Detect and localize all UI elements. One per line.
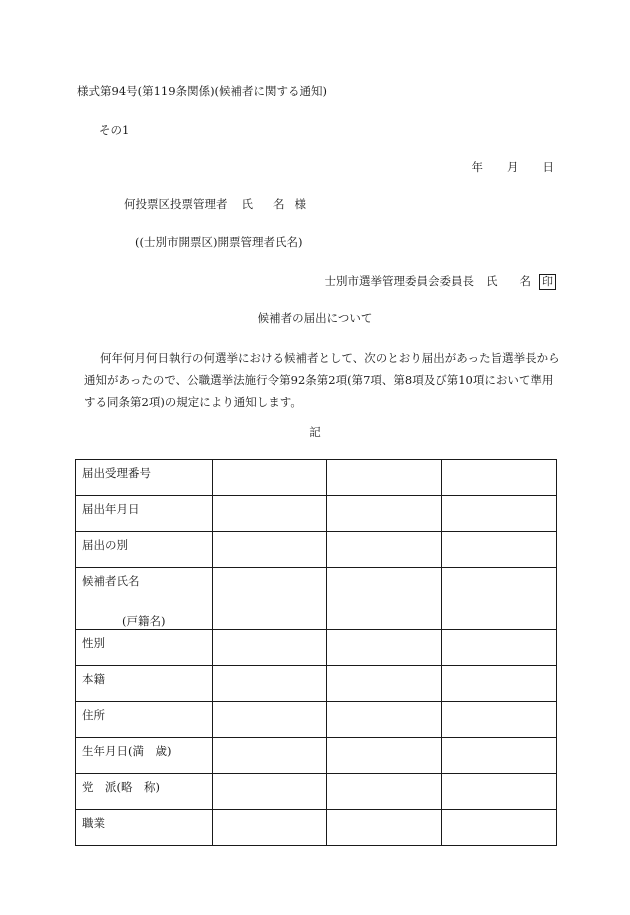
- entry-cell[interactable]: [442, 496, 557, 532]
- row-label-cell: [76, 532, 213, 568]
- row-label: 住所: [82, 708, 105, 722]
- entry-cell[interactable]: [442, 532, 557, 568]
- addressee-honorific: 様: [294, 197, 306, 211]
- entry-cell[interactable]: [213, 496, 327, 532]
- row-label-cell: [76, 496, 213, 532]
- row-label: 届出の別: [82, 538, 128, 552]
- row-label: 生年月日(満 歳): [82, 744, 172, 758]
- entry-cell[interactable]: [213, 568, 327, 630]
- date-month: 月: [507, 160, 519, 174]
- row-label: 職業: [82, 816, 105, 830]
- entry-cell[interactable]: [442, 666, 557, 702]
- table-row: [76, 568, 557, 630]
- entry-cell[interactable]: [213, 810, 327, 846]
- body-paragraph: 何年何月何日執行の何選挙における候補者として、次のとおり届出があった旨選挙長から通知があったので、公職選挙法施行令第92条第2項(第7項、第8項及び第10項において準用する同条第2項)の規定により通知します。: [84, 351, 560, 409]
- date-day: 日: [542, 160, 554, 174]
- ki-heading: 記: [309, 425, 321, 439]
- row-label: 届出受理番号: [82, 466, 151, 480]
- candidate-info-table: [75, 459, 557, 846]
- row-label: 候補者氏名: [82, 574, 140, 588]
- row-label-cell: [76, 460, 213, 496]
- entry-cell[interactable]: [327, 568, 442, 630]
- row-label: 本籍: [82, 672, 105, 686]
- entry-cell[interactable]: [213, 532, 327, 568]
- addressee-mei: 名: [273, 197, 285, 211]
- table-row: [76, 810, 557, 846]
- row-label-cell: [76, 630, 213, 666]
- entry-cell[interactable]: [442, 738, 557, 774]
- row-label: 性別: [82, 636, 105, 650]
- addressee-name: 何投票区投票管理者: [124, 197, 228, 211]
- row-label: 届出年月日: [82, 502, 140, 516]
- entry-cell[interactable]: [213, 702, 327, 738]
- row-label-cell: [76, 568, 213, 630]
- entry-cell[interactable]: [442, 774, 557, 810]
- sender-shi: 氏: [486, 274, 498, 289]
- entry-cell[interactable]: [327, 702, 442, 738]
- section-number: その1: [99, 123, 130, 137]
- entry-cell[interactable]: [327, 738, 442, 774]
- entry-cell[interactable]: [442, 460, 557, 496]
- document-subject: 候補者の届出について: [257, 311, 373, 325]
- date-year: 年: [471, 160, 483, 174]
- entry-cell[interactable]: [327, 532, 442, 568]
- entry-cell[interactable]: [442, 568, 557, 630]
- entry-cell[interactable]: [213, 774, 327, 810]
- addressee: [124, 199, 306, 211]
- table-row: [76, 666, 557, 702]
- table-row: [76, 774, 557, 810]
- row-label-cell: [76, 810, 213, 846]
- date-line: [472, 162, 555, 174]
- row-label-cell: [76, 738, 213, 774]
- entry-cell[interactable]: [442, 702, 557, 738]
- row-label-cell: [76, 774, 213, 810]
- entry-cell[interactable]: [327, 774, 442, 810]
- sender-title: 士別市選挙管理委員会委員長: [324, 274, 474, 289]
- entry-cell[interactable]: [442, 630, 557, 666]
- form-title: 様式第94号(第119条関係)(候補者に関する通知): [77, 84, 328, 98]
- entry-cell[interactable]: [327, 810, 442, 846]
- row-sublabel: (戸籍名): [122, 614, 166, 628]
- sender-mei: 名: [519, 274, 531, 289]
- row-label: 党 派(略 称): [82, 780, 160, 794]
- table-row: [76, 738, 557, 774]
- table-row: [76, 702, 557, 738]
- sub-addressee: ((士別市開票区)開票管理者氏名): [135, 235, 303, 249]
- seal-mark: 印: [539, 274, 556, 290]
- table-row: [76, 496, 557, 532]
- entry-cell[interactable]: [213, 460, 327, 496]
- entry-cell[interactable]: [327, 460, 442, 496]
- entry-cell[interactable]: [327, 496, 442, 532]
- table-row: [76, 460, 557, 496]
- entry-cell[interactable]: [327, 666, 442, 702]
- entry-cell[interactable]: [213, 666, 327, 702]
- table-row: [76, 630, 557, 666]
- entry-cell[interactable]: [213, 630, 327, 666]
- sender: [325, 274, 557, 290]
- entry-cell[interactable]: [442, 810, 557, 846]
- entry-cell[interactable]: [327, 630, 442, 666]
- row-label-cell: [76, 666, 213, 702]
- table-row: [76, 532, 557, 568]
- row-label-cell: [76, 702, 213, 738]
- entry-cell[interactable]: [213, 738, 327, 774]
- addressee-shi: 氏: [241, 197, 253, 211]
